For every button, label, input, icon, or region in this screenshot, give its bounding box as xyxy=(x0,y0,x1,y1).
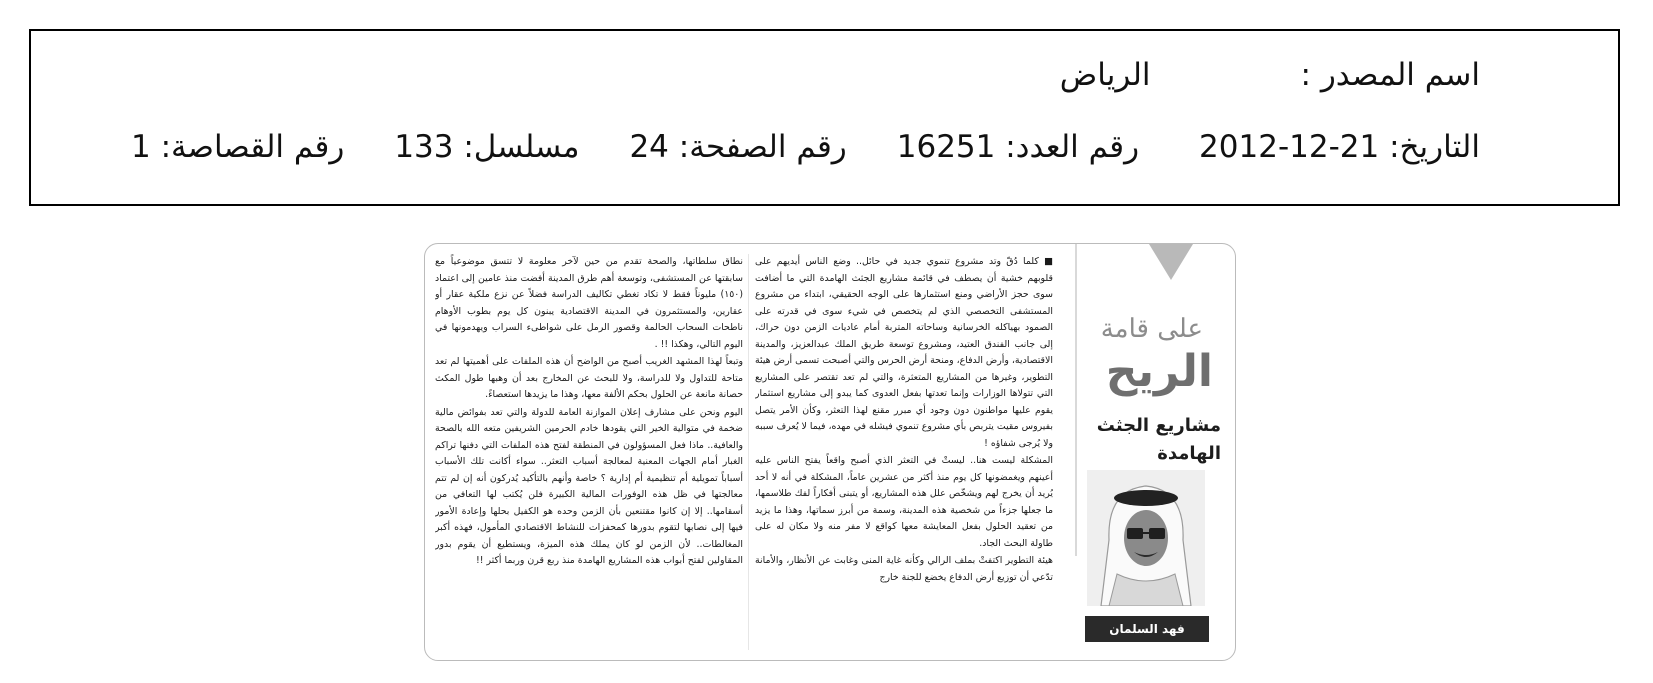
details-row xyxy=(131,127,1480,167)
clipping-metadata-box xyxy=(29,29,1620,206)
date-label: التاريخ: xyxy=(1389,129,1480,165)
article-paragraph: اليوم ونحن على مشارف إعلان الموازنة العامة للدولة والتي تعد بفوائض مالية ضخمة في متوالية الخير التي يقودها خادم الحرمين الشريفين متعه الله بالصحة والعافية.. ماذا فعل المسؤولون في المنطقة لفتح هذه الملفات التي دفنها تراكم الغبار أمام الجهات المعنية لمعالجة أسباب التعثر.. سواء أكانت تلك الأسباب أسباباً تمويلية أم تنظيمية أم إدارية ؟ خاصة وأنهم بالتأكيد يُدركون أنه إن لم تتم معالجتها في ظل هذه الوفورات المالية الكبيرة فلن يُكتب لها التعافي من أسقامها.. إلا إن كانوا مقتنعين بأن الزمن وحده هو الكفيل بحلها وإعادة الأمور فيها إلى نصابها لتقوم بدورها كمحفزات للنشاط الاقتصادي المأمول، فهذه أكبر المغالطات.. لأن الزمن لو كان يملك هذه الميزة، ويستطيع أن يقوم بدور المقاولين لفتح أبواب هذه المشاريع الهامدة منذ ربع قرن وربما أكثر !! xyxy=(435,406,743,566)
article-paragraph: وتبعاً لهذا المشهد الغريب أصبح من الواضح أن هذه الملفات على أهميتها لم تعد متاحة للتداول ولا للدراسة، ولا للبحث عن المخارج بعد أن وهبها طول المكث حصانة مانعة عن الحلول بحكم الألفة معها، وهذا ما يزيدها استعصاءً. xyxy=(435,356,743,400)
source-row xyxy=(1060,55,1480,95)
page-label: رقم الصفحة: xyxy=(678,129,847,165)
article-paragraph: هيئة التطوير اكتفتْ بملف الرالي وكأنه غاية المنى وغابت عن الأنظار، والأمانة تدّعي أن توزيع أرض الدفاع يخضع للجنة خارج xyxy=(755,555,1053,583)
masthead-triangle-icon xyxy=(1149,244,1193,280)
column-name-large: الريح xyxy=(1105,346,1213,397)
article-column-left xyxy=(435,254,743,652)
masthead-rule xyxy=(1075,244,1077,556)
article-title: مشاريع الجثث الهامدة xyxy=(1096,415,1221,464)
column-divider xyxy=(748,254,749,650)
article-paragraph: نطاق سلطاتها، والصحة تقدم من حين لآخر معلومة لا تتسق موضوعياً مع سابقتها عن المستشفى، وتوسعة أهم طرق المدينة أفضت منذ عامين إلى اعتماد (١٥٠) مليوناً فقط لا تكاد تغطي تكاليف الدراسة فضلاً عن نزع ملكية عقار أو عقارين، والمستثمرون في المدينة الاقتصادية يبنون كل يوم بطوب الأوهام ناطحات السحاب الحالمة وقصور الرمل على شواطىء السراب ويهدمونها في اليوم التالي، وهكذا !! . xyxy=(435,256,743,350)
page-value: 24 xyxy=(629,129,669,165)
article-column-right xyxy=(755,254,1053,652)
issue-label: رقم العدد: xyxy=(1005,129,1140,165)
article-paragraph: ■ كلما دُقّ وتد مشروع تنموي جديد في حائل.. وضع الناس أيديهم على قلوبهم خشية أن يصطف في قائمة مشاريع الجثث الهامدة التي ما أضافت سوى حجز الأراضي ومنع استثمارها على الوجه الحقيقي، ابتداء من مشروع المستشفى التخصصي الذي لم يتخصص في شيء سوى في قدرته على الصمود بهياكله الخرسانية وساحاته المتربة أمام عاديات الزمن دون حراك، إلى جانب الفندق العتيد، ومشروع توسعة طريق الملك عبدالعزيز، والمدينة الاقتصادية، وأرض الدفاع، ومنحة أرض الحرس والتي أصبحت تسمى أرض هيئة التطوير، وغيرها من المشاريع المتعثرة، والتي لم تعد تقتصر على المشاريع التي تتولاها الوزارات وإنما تعدتها بفعل العدوى كما يبدو إلى مشاريع استثمار يقوم عليها مواطنون دون وجود أي مبرر مقنع لهذا التعثر، وكأن الأمر يتصل بفيروس مقيت يتربص بأي مشروع تنموي فيشله في مهده، فيما لا يُعرف سببه ولا يُرجى شفاؤه ! xyxy=(755,256,1053,449)
serial-value: 133 xyxy=(394,129,454,165)
source-label: اسم المصدر : xyxy=(1300,57,1480,93)
date-value: 2012-12-21 xyxy=(1199,129,1380,165)
serial-label: مسلسل: xyxy=(463,129,580,165)
clip-label: رقم القصاصة: xyxy=(160,129,345,165)
newspaper-clipping xyxy=(424,243,1236,661)
source-value: الرياض xyxy=(1059,57,1151,93)
author-name: فهد السلمان xyxy=(1085,616,1209,642)
article-paragraph: المشكلة ليست هنا.. ليستْ في التعثر الذي أصبح واقعاً يفتح الناس عليه أعينهم ويغمضونها كل يوم منذ أكثر من عشرين عاماً، المشكلة في أنه لا أحد يُريد أن يخرج لهم ويشخّص علل هذه المشاريع، أو يتبنى أفكاراً لفك طلاسمها، ما جعلها جزءاً من شخصية هذه المدينة، وسمة من أبرز سماتها، وهذا ما يزيد من تعقيد الحلول بفعل المعايشة معها كواقع لا مفر منه ولا مكان له على طاولة البحث الجاد. xyxy=(755,455,1053,549)
author-portrait-icon xyxy=(1087,470,1205,606)
author-photo xyxy=(1087,470,1205,606)
column-name-small: على قامة xyxy=(1100,314,1203,344)
issue-value: 16251 xyxy=(896,129,996,165)
clip-value: 1 xyxy=(130,129,151,165)
column-masthead xyxy=(1061,244,1237,662)
